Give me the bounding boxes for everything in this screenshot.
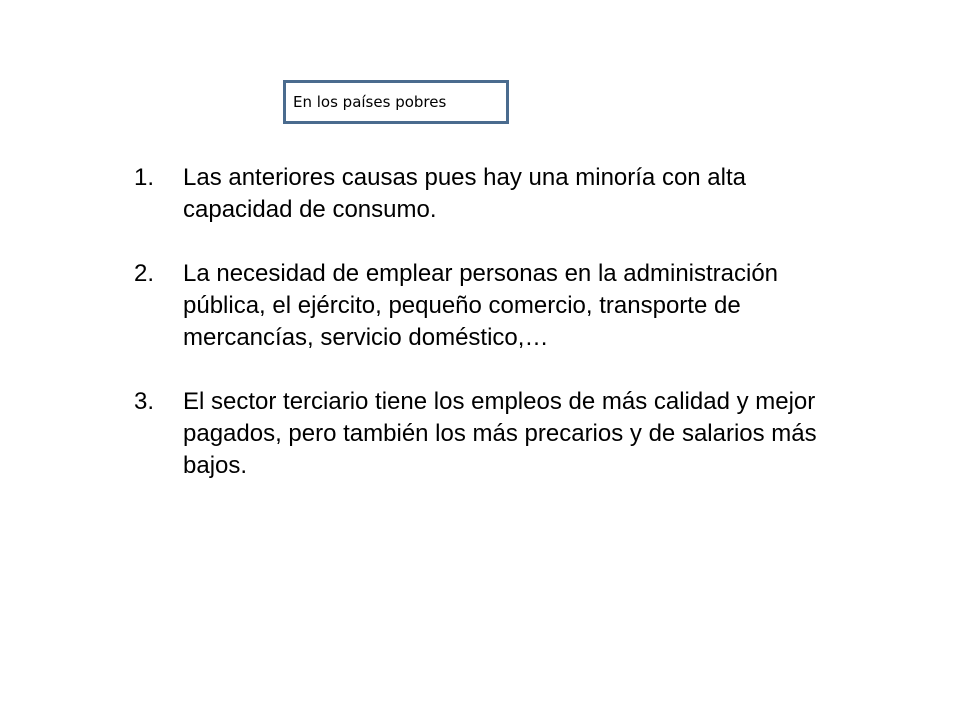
list-item-text: Las anteriores causas pues hay una minoría con alta capacidad de consumo. (183, 164, 747, 223)
list-item-number: 2. (134, 260, 155, 287)
list-item (134, 386, 834, 482)
list-item (134, 162, 834, 226)
list-item-text: El sector terciario tiene los empleos de más calidad y mejor pagados, pero también los más precarios y de salarios más bajos. (183, 388, 817, 479)
list-item (134, 258, 834, 354)
numbered-list (134, 162, 834, 482)
title-label-box (283, 80, 509, 124)
list-item-number: 3. (134, 388, 155, 415)
list-item-text: La necesidad de emplear personas en la administración pública, el ejército, pequeño comercio, transporte de mercancías, servicio doméstico,… (183, 260, 779, 351)
title-label-text: En los países pobres (293, 93, 447, 111)
list-item-number: 1. (134, 164, 155, 191)
